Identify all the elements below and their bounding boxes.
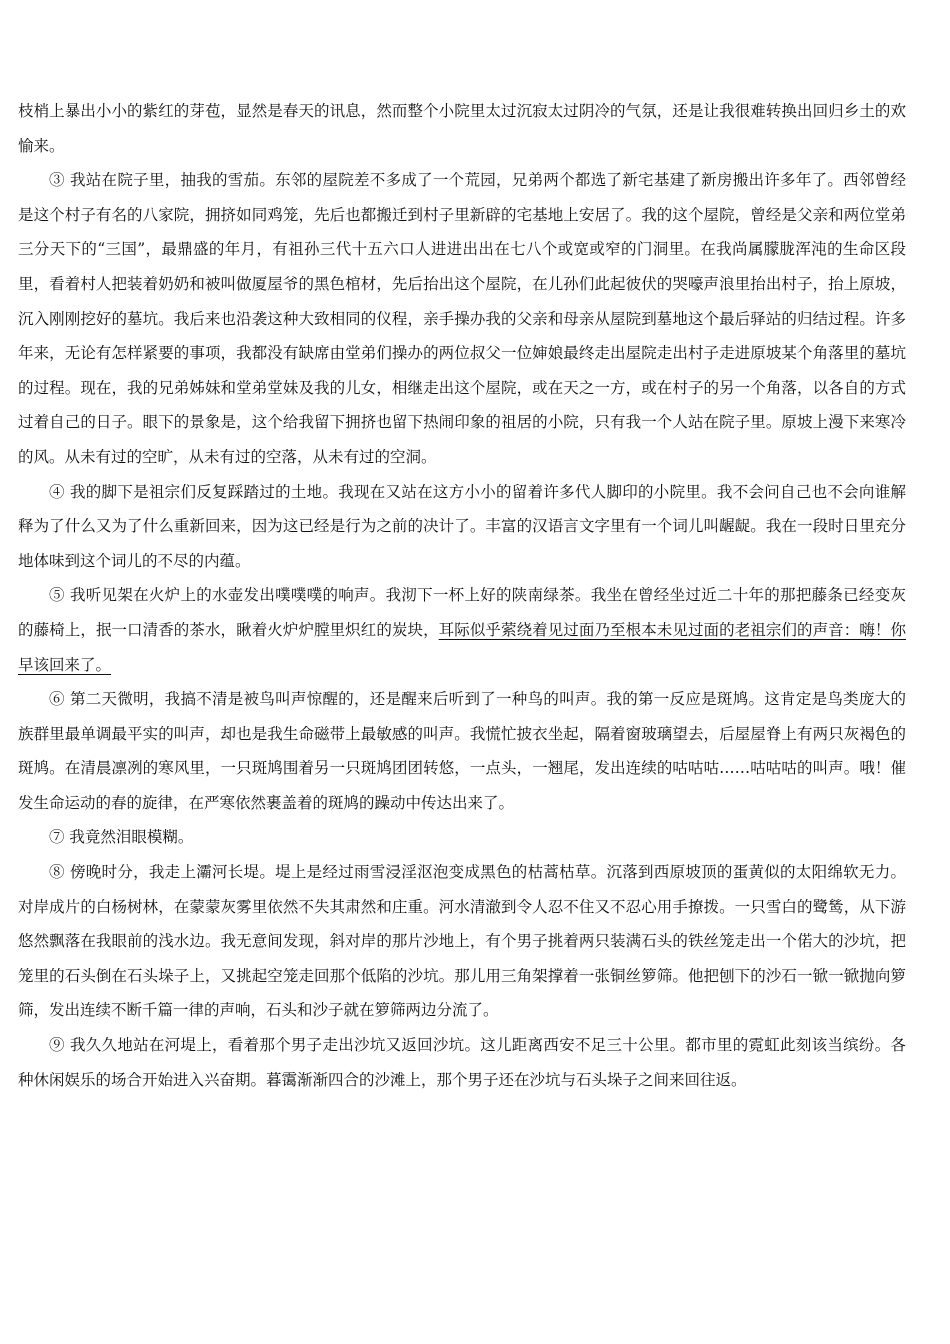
- paragraph-9: ⑨ 我久久地站在河堤上，看着那个男子走出沙坑又返回沙坑。这儿距离西安不足三十公里。都市里的霓虹此刻该当缤纷。各种休闲娱乐的场合开始进入兴奋期。暮霭渐渐四合的沙滩上，那个男子还在沙坑与石头垛子之间来回往返。: [18, 1036, 906, 1089]
- paragraph-5-text: ⑤ 我听见架在火炉上的水壶发出噗噗噗的响声。我沏下一杯上好的陕南绿茶。我坐在曾经坐过近二十年的那把藤条已经变灰的藤椅上，抿一口清香的茶水，瞅着火炉炉膛里炽红的炭块，: [18, 586, 906, 639]
- paragraph-8: ⑧ 傍晚时分，我走上灞河长堤。堤上是经过雨雪浸淫沤泡变成黑色的枯蒿枯草。沉落到西原坡顶的蛋黄似的太阳绵软无力。对岸成片的白杨树林，在蒙蒙灰雾里依然不失其肃然和庄重。河水清澈到令人忍不住又不忍心用手撩拨。一只雪白的鹭鸶，从下游悠然飘落在我眼前的浅水边。我无意间发现，斜对岸的那片沙地上，有个男子挑着两只装满石头的铁丝笼走出一个偌大的沙坑，把笼里的石头倒在石头垛子上，又挑起空笼走回那个低陷的沙坑。那儿用三角架撑着一张铜丝箩筛。他把刨下的沙石一锨一锨抛向箩筛，发出连续不断千篇一律的声响，石头和沙子就在箩筛两边分流了。: [18, 863, 906, 1020]
- underlined-sentence: 耳际似乎萦绕着见过面乃至根本未见过面的老祖宗们的声音：嗨！你早该回来了。: [18, 620, 906, 674]
- paragraph-5: [18, 578, 906, 682]
- paragraph-7: ⑦ 我竟然泪眼模糊。: [49, 828, 194, 847]
- article-body: [18, 94, 906, 1097]
- paragraph-4: ④ 我的脚下是祖宗们反复踩踏过的土地。我现在又站在这方小小的留着许多代人脚印的小院里。我不会问自己也不会向谁解释为了什么又为了什么重新回来，因为这已经是行为之前的决计了。丰富的汉语言文字里有一个词儿叫龌龊。我在一段时日里充分地体味到这个词儿的不尽的内蕴。: [18, 482, 906, 570]
- paragraph-continued: 枝梢上暴出小小的紫红的芽苞，显然是春天的讯息，然而整个小院里太过沉寂太过阴冷的气氛，还是让我很难转换出回归乡土的欢愉来。: [18, 102, 906, 155]
- paragraph-6: ⑥ 第二天微明，我搞不清是被鸟叫声惊醒的，还是醒来后听到了一种鸟的叫声。我的第一反应是斑鸠。这肯定是鸟类庞大的族群里最单调最平实的叫声，却也是我生命磁带上最敏感的叫声。我慌忙披衣坐起，隔着窗玻璃望去，后屋屋脊上有两只灰褐色的斑鸠。在清晨凛冽的寒风里，一只斑鸠围着另一只斑鸠团团转悠，一点头，一翘尾，发出连续的咕咕咕……咕咕咕的叫声。哦！催发生命运动的春的旋律，在严寒依然裹盖着的斑鸠的躁动中传达出来了。: [18, 690, 906, 812]
- paragraph-3: ③ 我站在院子里，抽我的雪茄。东邻的屋院差不多成了一个荒园，兄弟两个都选了新宅基建了新房搬出许多年了。西邻曾经是这个村子有名的八家院，拥挤如同鸡笼，先后也都搬迁到村子里新辟的宅基地上安居了。我的这个屋院，曾经是父亲和两位堂弟三分天下的“三国”，最鼎盛的年月，有祖孙三代十五六口人进进出出在七八个或宽或窄的门洞里。在我尚属朦胧浑沌的生命区段里，看着村人把装着奶奶和被叫做厦屋爷的黑色棺材，先后抬出这个屋院，在儿孙们此起彼伏的哭嚎声浪里抬出村子，抬上原坡，沉入刚刚挖好的墓坑。我后来也沿袭这种大致相同的仪程，亲手操办我的父亲和母亲从屋院到墓地这个最后驿站的归结过程。许多年来，无论有怎样紧要的事项，我都没有缺席由堂弟们操办的两位叔父一位婶娘最终走出屋院走出村子走进原坡某个角落里的墓坑的过程。现在，我的兄弟姊妹和堂弟堂妹及我的儿女，相继走出这个屋院，或在天之一方，或在村子的另一个角落，以各自的方式过着自己的日子。眼下的景象是，这个给我留下拥挤也留下热闹印象的祖居的小院，只有我一个人站在院子里。原坡上漫下来寒冷的风。从未有过的空旷，从未有过的空落，从未有过的空洞。: [18, 171, 906, 466]
